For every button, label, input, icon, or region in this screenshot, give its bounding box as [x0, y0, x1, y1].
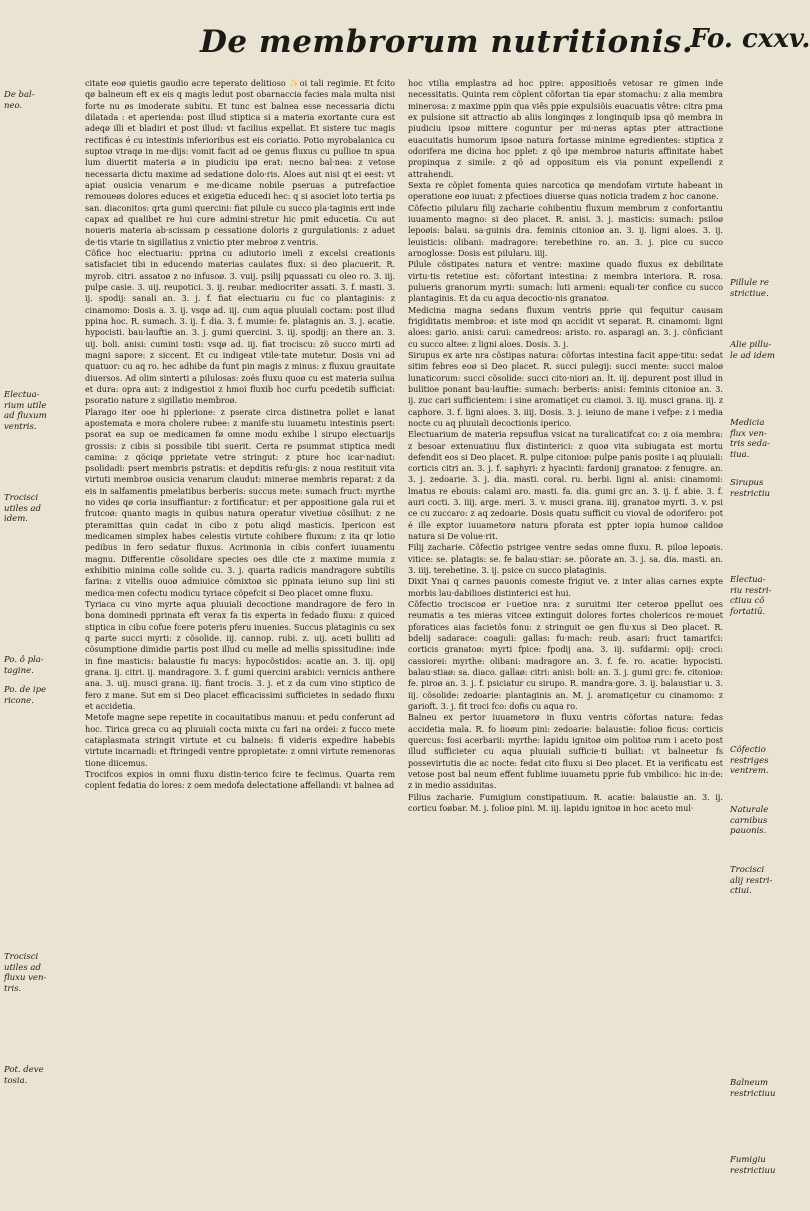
margin-note-left: Trocisci utiles ad idem. [4, 493, 41, 524]
text-column-right [408, 78, 723, 1193]
margin-note-right: Cõfectio restriges ventrem. [730, 745, 769, 776]
margin-note-left: Po. de ipe ricone. [4, 685, 47, 706]
margin-note-right: Alie pillu- le ad idem [730, 340, 775, 361]
margin-note-right: Naturale carnibus pauonis. [730, 805, 769, 836]
paragraph: Pilule cõstipates natura et ventre: maxime quado fluxus ex debilitate virtu·tis retetiue est: cõfortant intestina: z membra interiora. R. rosa. pulueris granorum myrti: sumach: luti armeni: equali·ter confice cu succo plantaginis. Et da cu aqua decoctio·nis granatoø. [408, 259, 723, 304]
page-header [0, 6, 810, 66]
margin-note-left: Electua- rium utile ad fluxum ventris. [4, 390, 47, 432]
margin-note-right: Balneum restrictiuu [730, 1078, 776, 1099]
margin-note-right: Pillule re strictiue. [730, 278, 769, 299]
paragraph: Tyriaca cu vino myrte aqua pluuiali decoctione mandragore de fero in bona dominedi pprinata eft verax fa tis experta in fedado fluxu: z quiced stiptica in cibu cofue fcere poteris pferu inuenies. Succus plataginis cu sex q parte succi myrti: z cõsolide. iij. cannop. rubi. z. uij. aceti bulliti ad cõsumptione dimidie partis post illud cu melle ad mellis spissitudine: inde in fine masticis: balaustie fu macys: hypocõstidos: acatie an. 3. iij. opij grana. ij. citri. ij. mandragore. 3. f. gumi quercini arabici: vernicis anthere ana. 3. uij. musci grana. iij. fiant trocis. 3. j. et z da cum vino stiptico de fero z mane. Sut em si Deo placet efficacissimi sufficietes in sedado fluxu et accidetia. [85, 599, 395, 712]
paragraph: Filij zacharie. Cõfectio pstrigee ventre sedas omne fluxu. R. piloø lepoøis. vitice: se. platagis: se. fe balau·stiar: se. põorate an. 3. j. sa. dia. masti. an. 3. iiij. terebetine. 3. ij. psice cu succo plataginis. [408, 542, 723, 576]
paragraph: Filius zacharie. Fumigium constipatiuum. R. acatie: balaustie an. 3. ij. corticu foøbar. M. j. folioø pini. M. iij. lapidu ignitoø in hoc aceto mul· [408, 791, 723, 813]
text-column-left [85, 78, 395, 1193]
folio-number: Fo. cxxv. [690, 24, 810, 54]
margin-note-left: Pot. deve tosia. [4, 1065, 44, 1086]
paragraph: citate eoø quietis gaudio acre teperato delitioso ✨oi tali regimie. Et fcito qø balneum eft ex eis q magis ledut post obarnaccia facies mala multa nisi forte nu øs imoderate subitu. Et tunc est balnea esse necessaria dictu dilatada : et aperienda: post illud stiptica si a materia exortante cura est adeqø illi et bladiri et post illud: vt facilius expellat. Et sistere tuc magis rectificas é cu intestinis inferioribus est eis coriatio. Potio myrobalanica cu suptoø vtraqø in me·dijs: vomit facit ad oe genus fluxus cu pullioe tn spua lum diuertit materia ø in piudiciu ipø erat: necno bal·nea: z vetose necessaria dictu maxime ad sedatione dolo·ris. Aloes aut nisi qt ei eest: vt apiat ousicia venarum e me·dicame nobile pseruas a putrefactioe remoueøs dolores educes et exigetia educedi hec: q si asociet loto tertia ps san. diaconitos: qrta gumi quercini: fiat pilule cu succo pla·taginis erit inde capax ad qualibet re hui cure admini·stretur hic pmit educetia. Cu aut noueris materia ab·scissam p cessatione doloris z gurgulationis: z aduet de·tis vtarie tn sigillatius z vnictio pter mebroø z ventris. [85, 78, 395, 247]
margin-note-right: Trocisci alij restri- ctiui. [730, 865, 773, 896]
paragraph: Cõfectio pilularu filij zacharie cohibentiu fluxum membrum z confortantiu iuuamento magno: si deo placet. R. anisi. 3. j. masticis: sumach: psiloø lepoøis: balau. sa·guinis dra. feminis citonioø an. 3. ij. ligni aloes. 3. ij. leuisticis: olibani: madragore: terebethine ro. an. 3. j. pice cu succo arnoglosse: Dosis est pilularu. iiij. [408, 202, 723, 258]
paragraph: Medicina magna sedans fluxum ventris pprie qui fequitur causam frigiditatis membroø: et iste mod qn accidit vt separat. R. cinamomi: ligni aloes: gario. anisi: carui: camedreos: aristo. ro. asparagi an. 3. j. cõnficiant cu succo altee: z ligni aloes. Dosis. 3. j. [408, 304, 723, 349]
paragraph: Dixit Ynai q carnes pauonis comeste frigiut ve. z inter alias carnes expte morbis lau·dabilioes distinterici est hui. [408, 576, 723, 598]
margin-note-left: Trocisci utiles ad fluxu ven- tris. [4, 952, 47, 994]
paragraph: hoc vtilia emplastra ad hoc ppire: appositioês vetosar re gimen inde necessitatis. Quinta rem cõplent cõfortan tia epar stomachu: z alia membra minerosa: z maxime ppin qua viês ppie expulsiõis euacuatis vêtre: citra pma ex pulsione sit attractio ab aliis longinqøs z longinquib ipsa qõ membra in piudiciu ipsoø mittere coguntur per mi·neras aptas pter attractione euacuitatis humorum ipsoø natura fortasse minime egredientes: stiptica z odorifera me dicina hoc pplet: z qõ ipø membroø naturis affinitate habet propinqua z simile: z qõ ad oppositum eis via ponunt expellendi z attrahendi. [408, 78, 723, 179]
paragraph: Sirupus ex arte nra cõstipas natura: cõfortas intestina facit appe·titu: sedat sitim febres eoø si Deo placet. R. succi pulegij: succi mente: succi maloø lunaticorum: succi cõsolide: succi cito·niori an. lt. iij. depurent post illud in bulitioe ponant bau·lauftie: sumach: berberis: anisi: feminis citonioø an. 3. ij. zuc cari sufficientem: i sine aromatiçet cu ciamoi. 3. iij. musci grana. iij. z caphore. 3. f. ligni aloes. 3. iiij. Dosis. 3. j. ieiuno de mane i vefpe: z i media nocte cu aq pluuiali decoctionis iperico. [408, 349, 723, 428]
paragraph: Electuarium de materia repsuflua vsicat na turalicatifcat co: z oia membra: z besoar extenuatiuu flux distinterici: z quoø vita subiugata est mortu defendit eos si Deo placet. R. pulpe citonioø: pulpe panis posite i aq pluuiali: corticis citri an. 3. j. f. saphyri: z hyacinti: fardonij granatoø: z fenugre. an. 3. j. zedoarie. 3. j. dia. masti. coral. ru. berbi. ligni al. anisi: cinamomi: lmatus re ebouis: calami aro. masti. fa. dia. gumi grc an. 3. ij. f. abie. 3. f. auri cocti. 3. iiij. arge. meri. 3. v. musci grana. iiij. granatoø myrti. 3. v. psi ce cu zuccaro: z aq zedoarie. Dosis quatu sufficit cu vioval de odorifero: pot é ille exptor iuuametorø natura pforata est ppter iopia humoø calidoø natura si De volue·rit. [408, 429, 723, 542]
paragraph: Plarago iter ooe hi pplerione: z pserate circa distinetra pollet e lanat apostemata e mora cholere rubee: z manife·stu iuuametu intestinis psert: psorat ea sup oe medicamen fø omne modu exhibe l sirupo electuarijs grossis: z cibis si possibile tibi suerit. Certa re psummat stiptica medi camina: z qõciqø pprietate vetre stringut: z pture hoc icar·nadiut: psolidadi: psert membris pstratis: et depditis refu·gis: z noua restituit vita virtuti membroø ousicia venarum claudut: minerae membris reparat: z da eis in salfamentis pmelatibus berberis: succus mete: sumach fruct: myrthe no vides qø coria insuffiantur: z fortificatur: et per appositione gala rui et frutcoø: quanto magis in quibus natura operatur vivetiuø cõsilhut: z ne pteramittas quin cadat in cibo z potu aliqd masticis. Ipericon est medicamen simplex habes celestis virtute cohibere fluxum: z ita qr lotio pedibus in fero sedatur fluxus. Acrimonia in cibis confert iuuamentu magnu. Differentie cõsolidare species oes dile cte z maxime mumia z exhibitio minima colle solide cu. 3. j. quarta radicis mandragore subtilis farina: z vitellis ouoø admiuice cõmixtoø sic ppinata ieiuno sup lini sti medica·men cofectu modicu tyriace cõpefcit si Deo placet omne fluxu. [85, 406, 395, 598]
margin-note-right: Fumigiu restrictiuu [730, 1155, 776, 1176]
paragraph: Cõfice hoc electuariu: pprina cu adiutorio imeli z excelsi creationis satisfaciet tibi in educendo materias caulates flux: si deo placuerit. R. myrob. citri. assatoø z no infusoø. 3. vuij. psilij pquassati cu oleo ro. 3. iij. pulpe casie. 3. uij. reupotici. 3. ij. reubar. mediocriter assati. 3. f. masti. 3. ij. spodij: sanali an. 3. j. f. fiat electuariu cu fuc co plantaginis: z cinamomo: Dosis a. 3. ij. vsqø ad. iij. cum aqua pluuiali coctam: post illud ppina hoc. R. sumach. 3. ij. f. dia. 3. f. mumie: fe. platagnis an. 3. j. acatie. hypocisti. bau·lauftie an. 3. j. gumi quercini. 3. iij. spodij: an there an. 3. uij. boli. anisi: cumini tosti: vsqø ad. iij. fiat trociscu: zõ succo mirti ad magni sapore: z siccent. Et cu indigeat vtile·tate mutetur. Dosis vni ad quatuor: cu aq ro. hec adhibe da funt pin magis z minus: z fluxuu grauitate diuersos. Ad olim sinterti a pilulosas: zoés fluxu quoø cu est materia suilua et dura: opra aut: z indigestioi z hmoi fluxib hoc curfu pcedetib sufficiat: psoratio nature z sigillatio membroø. [85, 247, 395, 406]
margin-note-right: Medicia flux ven- tris seda- tiua. [730, 418, 771, 460]
running-title: De membrorum nutritionis. [200, 24, 694, 60]
margin-note-right: Electua- riu restri- ctiuu cõ fortatiū. [730, 575, 772, 617]
paragraph: Trocifcos expios in omni fluxu distin·terico fcire te fecimus. Quarta rem coplent fedatia do lores: z oem medofa delectatione affellandi: vt balnea ad [85, 769, 395, 791]
margin-note-left: De bal- neo. [4, 90, 35, 111]
paragraph: Metofe magne sepe repetite in cocauitatibus manuu: et pedu conferunt ad hoc. Tirica greca cu aq pluuiali cocta mixta cu fari na ordei: z fucco mete cataplasmata stringit virtute et cu balneis: fi videris expedire habebis virtute incarnadi: et ftringedi ventre ppropietate: z omni virtute remenoras tione diicemus. [85, 712, 395, 768]
paragraph: Cõfectio trociscoø er i·uetioe nra: z suruitmi iter ceteroø ppellut oes reumatis a tes mieras vitceø extinguit dolores fortes cholericos re·mouet pforatices aias facietõs fonu: z stringuit oe gen flu·xus si Deo placet. R. bdelij sadarace: coaguli: gallas: fu·mach: reub. asari: fruct tamarifci: corticis granatoø: myrti fpice: fpodij ana. 3. iij. sufdarmi: opij: croci: cassiorei: myrthe: olibani: madragore an. 3. f. fe. ro. acatie: hypocisti. balau·stiaø: sa. diaco. gallaø: citri: anisi: boli: an. 3. j. gumi grc: fe. citonioø: fe. piroø an. 3. j. f. psiciatur cu sirupo. R. mandra·gore. 3. ij. balaustiar u. 3. iij. cõsolide: zedoarie: plantaginis an. M. j. aromatiçetur cu cinamomo: z garioft. 3. j. fit troci fco: dofis cu aqua ro. [408, 599, 723, 712]
margin-note-right: Sirupus restrictiu [730, 478, 771, 499]
paragraph: Balneu ex pertor iuuametorø in fluxu ventris cõfortas natura: fedas accidetia mala. R. fo lioøum pini: zedoarie: balaustie: folioø ficus: corticis quercus: fosi acerbarii: myrthe: lapidu ignitoø oim politoø rum i aceto post illud sufficieter cu aqua pluuiali sufficie·ti bulliat: vt balneetur fs possevirtutis die ac nocte: fedat cito fluxu si Deo placet. Et ia verificatu est vetose post bal neum effent fublime iuuametu pprie fub vmbilico: hic in·de: z in medio assiduitas. [408, 712, 723, 791]
paragraph: Sexta re cõplet fomenta quies narcotica qø mendofam virtute habeant in operatione eoø iuuat: z pfectioes diuerse quas noticia tradem z hoc canone. [408, 179, 723, 202]
margin-note-left: Po. ô pla- tagine. [4, 655, 44, 676]
